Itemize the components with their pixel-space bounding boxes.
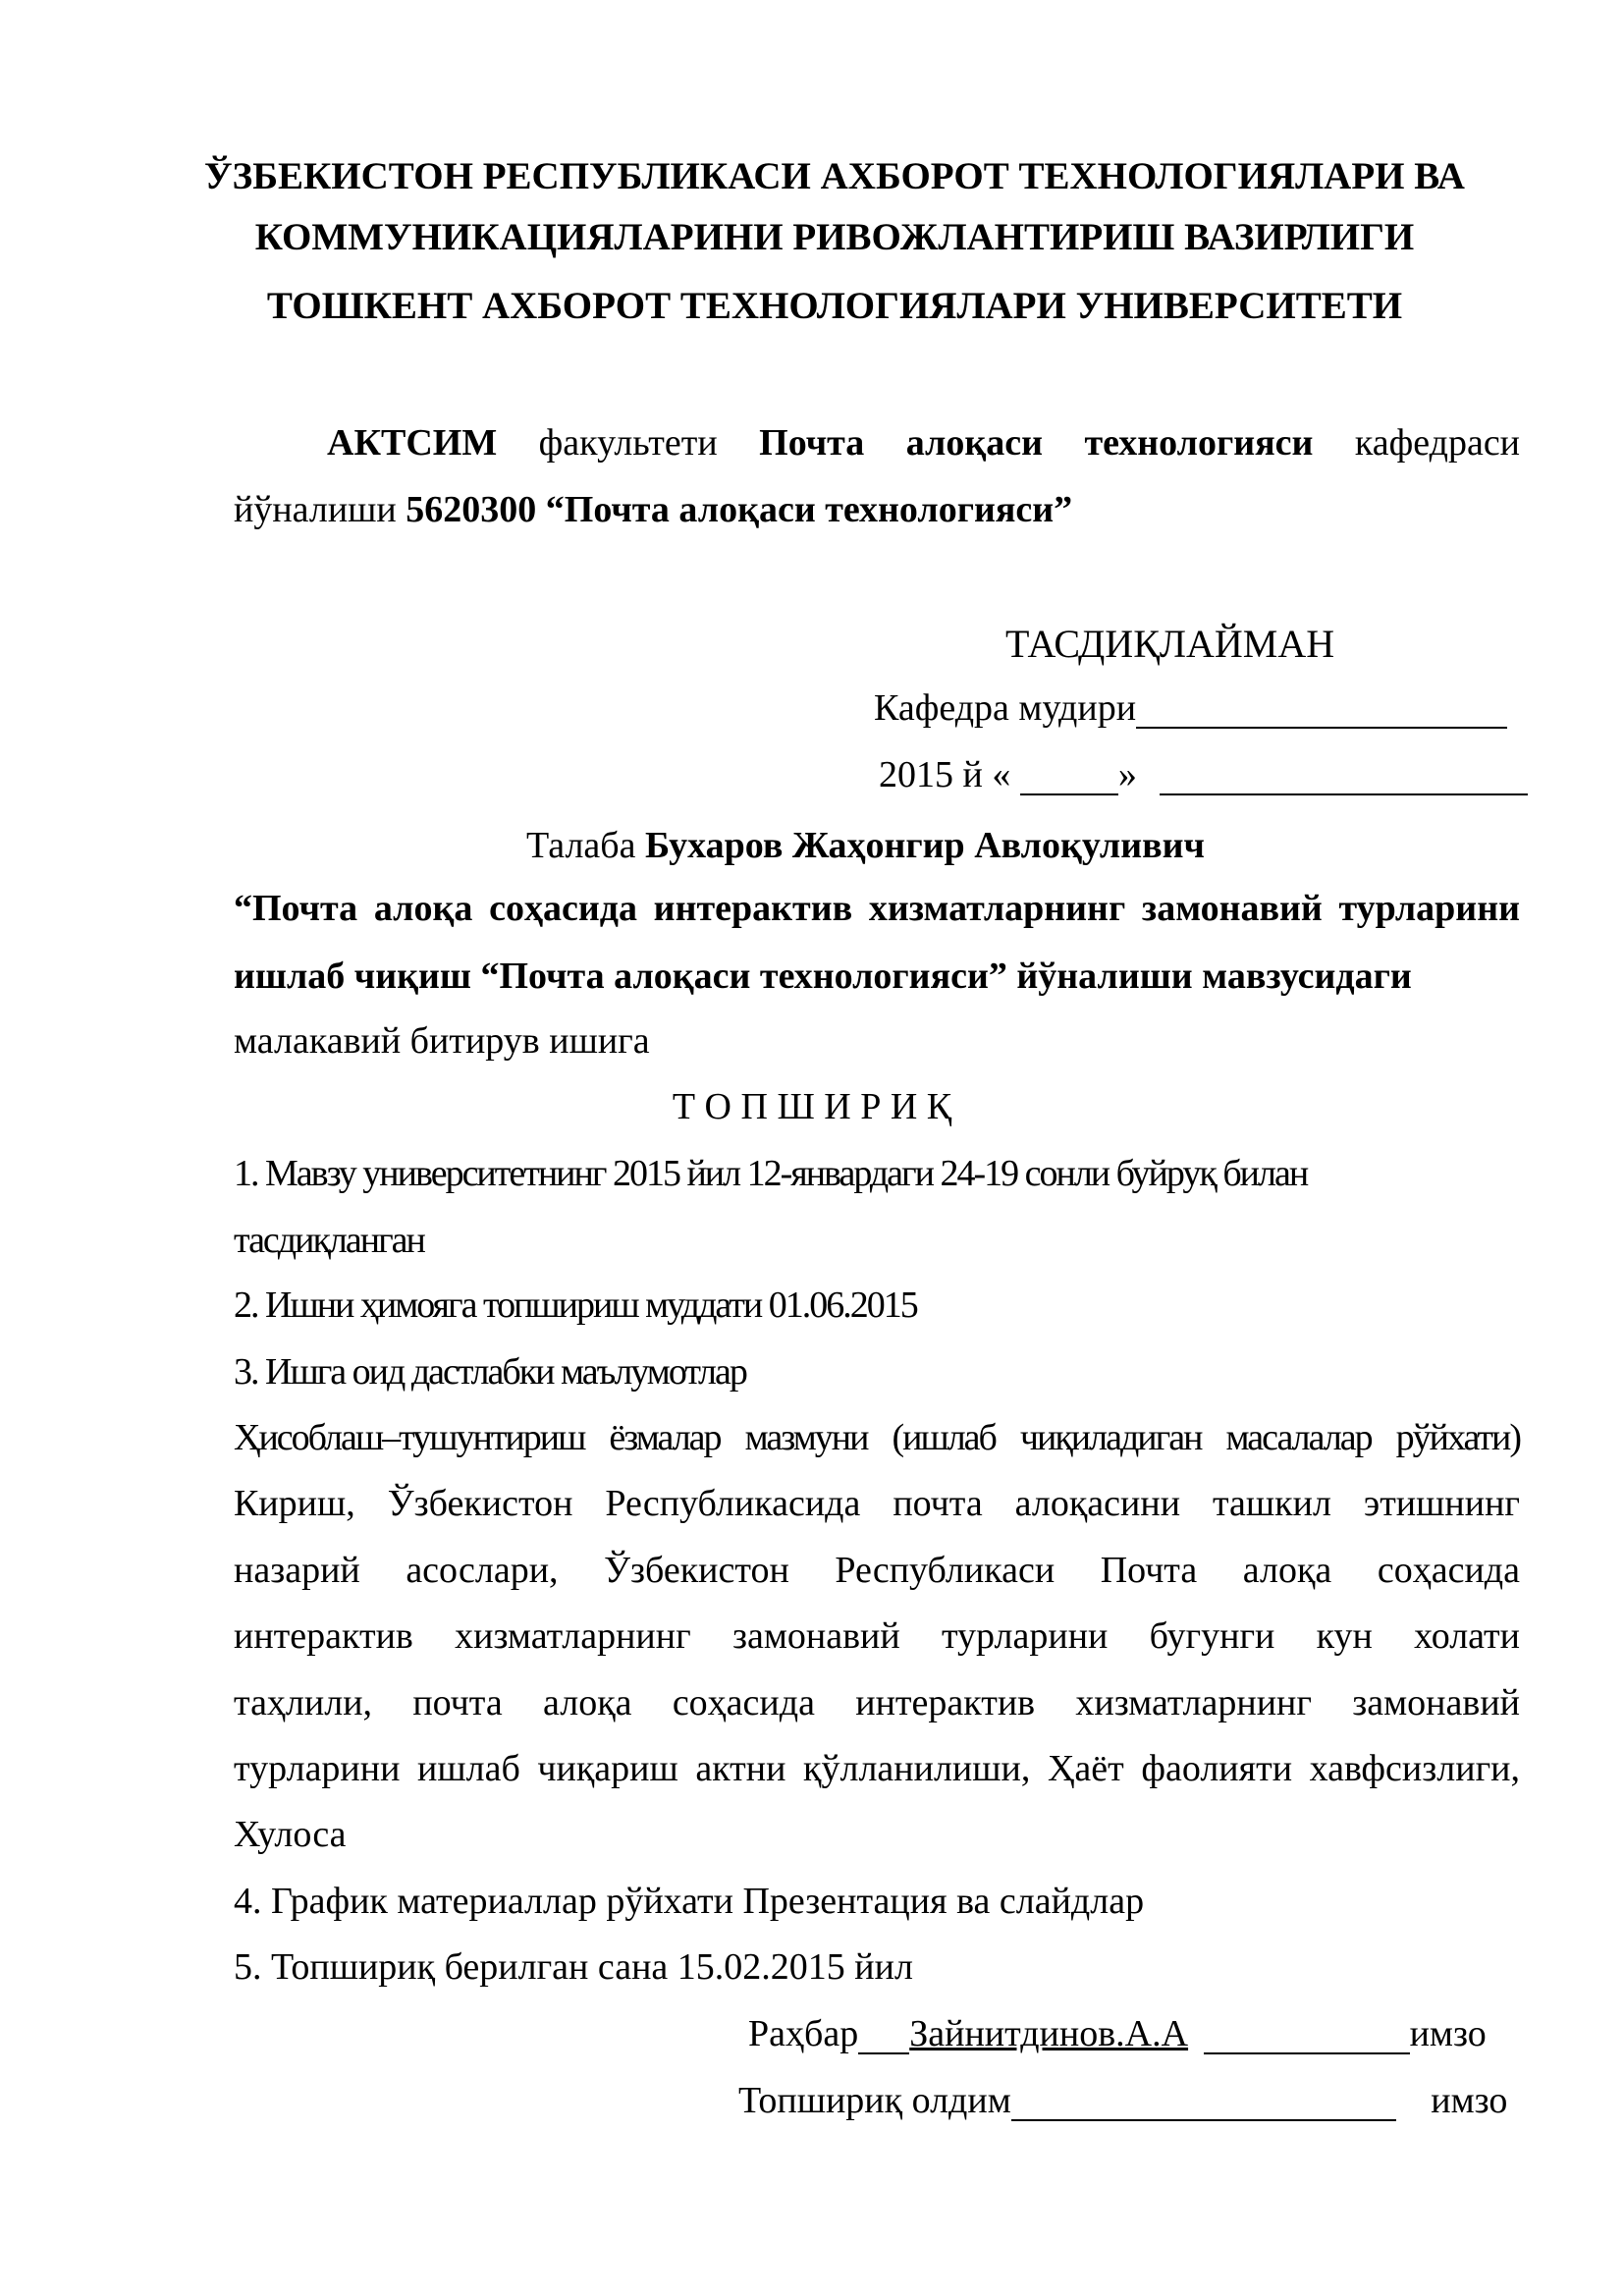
student-label: Талаба [526, 825, 636, 866]
direction-word: йўналиши [234, 489, 397, 530]
approval-date-line [879, 756, 1528, 795]
received-sign-word: имзо [1431, 2080, 1508, 2121]
item-1-line-2: тасдиқланган [234, 1220, 424, 1261]
content-line-4: интерактив хизматларнинг замонавий турларини бугунги кун холати [234, 1615, 1520, 1657]
received-signature-blank [1011, 2082, 1396, 2121]
supervisor-name: Зайнитдинов.А.А [909, 2013, 1189, 2054]
content-line-6: турларини ишлаб чиқариш актни қўлланилиши, Ҳаёт фаолияти хавфсизлиги, [234, 1748, 1520, 1789]
department-word: кафедраси [1354, 422, 1521, 464]
supervisor-label: Раҳбар [748, 2013, 859, 2054]
direction-line [234, 491, 1072, 528]
topic-line-3: малакавий битирув ишига [234, 1020, 650, 1062]
content-line-5: таҳлили, почта алоқа соҳасида интерактив хизматларнинг замонавий [234, 1682, 1520, 1723]
item-1-line-1: 1. Мавзу университетнинг 2015 йил 12-январдаги 24-19 сонли буйруқ билан [234, 1153, 1308, 1194]
department-name: Почта алоқаси технологияси [759, 422, 1314, 464]
ministry-title-line-1: ЎЗБЕКИСТОН РЕСПУБЛИКАСИ АХБОРОТ ТЕХНОЛОГИЯЛАРИ ВА [204, 155, 1465, 197]
student-name: Бухаров Жаҳонгир Авлоқуливич [645, 825, 1205, 866]
head-label: Кафедра мудири [874, 687, 1137, 729]
head-of-department-line [874, 689, 1507, 729]
topic-line-2: ишлаб чиқиш “Почта алоқаси технологияси” йўналиши мавзусидаги [234, 956, 1412, 997]
supervisor-sign-word: имзо [1409, 2013, 1487, 2054]
task-title: Т О П Ш И Р И Қ [672, 1086, 952, 1127]
faculty-name: АКТСИМ [327, 422, 498, 464]
supervisor-signature-blank [1204, 2015, 1410, 2054]
approval-title: ТАСДИҚЛАЙМАН [1005, 622, 1335, 666]
head-signature-blank [1136, 689, 1507, 729]
supervisor-signature-line [748, 2015, 1487, 2054]
item-3: 3. Ишга оид дастлабки маълумотлар [234, 1351, 746, 1393]
ministry-title-line-2: КОММУНИКАЦИЯЛАРИНИ РИВОЖЛАНТИРИШ ВАЗИРЛИГИ [254, 216, 1415, 258]
university-title: ТОШКЕНТ АХБОРОТ ТЕХНОЛОГИЯЛАРИ УНИВЕРСИТЕТИ [266, 285, 1403, 327]
faculty-word: факультети [538, 422, 718, 464]
date-month-blank [1160, 756, 1528, 795]
topic-line-1: “Почта алоқа соҳасида интерактив хизматларнинг замонавий турларини [234, 888, 1520, 929]
supervisor-blank-left [858, 2015, 909, 2054]
received-label: Топшириқ олдим [738, 2080, 1011, 2121]
item-2: 2. Ишни ҳимояга топшириш муддати 01.06.2015 [234, 1285, 917, 1326]
content-line-3: назарий асослари, Ўзбекистон Республикаси Почта алоқа соҳасида [234, 1550, 1520, 1591]
date-year: 2015 й « [879, 754, 1011, 795]
faculty-line [327, 424, 1520, 462]
content-line-2: Кириш, Ўзбекистон Республикасида почта алоқасини ташкил этишнинг [234, 1483, 1520, 1524]
content-line-7: Хулоса [234, 1814, 347, 1855]
date-close: » [1117, 754, 1137, 795]
date-day-blank [1020, 756, 1118, 795]
item-5: 5. Топшириқ берилган сана 15.02.2015 йил [234, 1946, 913, 1988]
received-signature-line [738, 2082, 1507, 2121]
student-line [526, 827, 1205, 864]
item-4: 4. График материаллар рўйхати Презентация ва слайдлар [234, 1881, 1145, 1922]
content-line-1: Ҳисоблаш–тушунтириш ёзмалар мазмуни (ишлаб чиқиладиган масалалар рўйхати) [234, 1417, 1520, 1458]
direction-code-name: 5620300 “Почта алоқаси технологияси” [406, 489, 1073, 530]
